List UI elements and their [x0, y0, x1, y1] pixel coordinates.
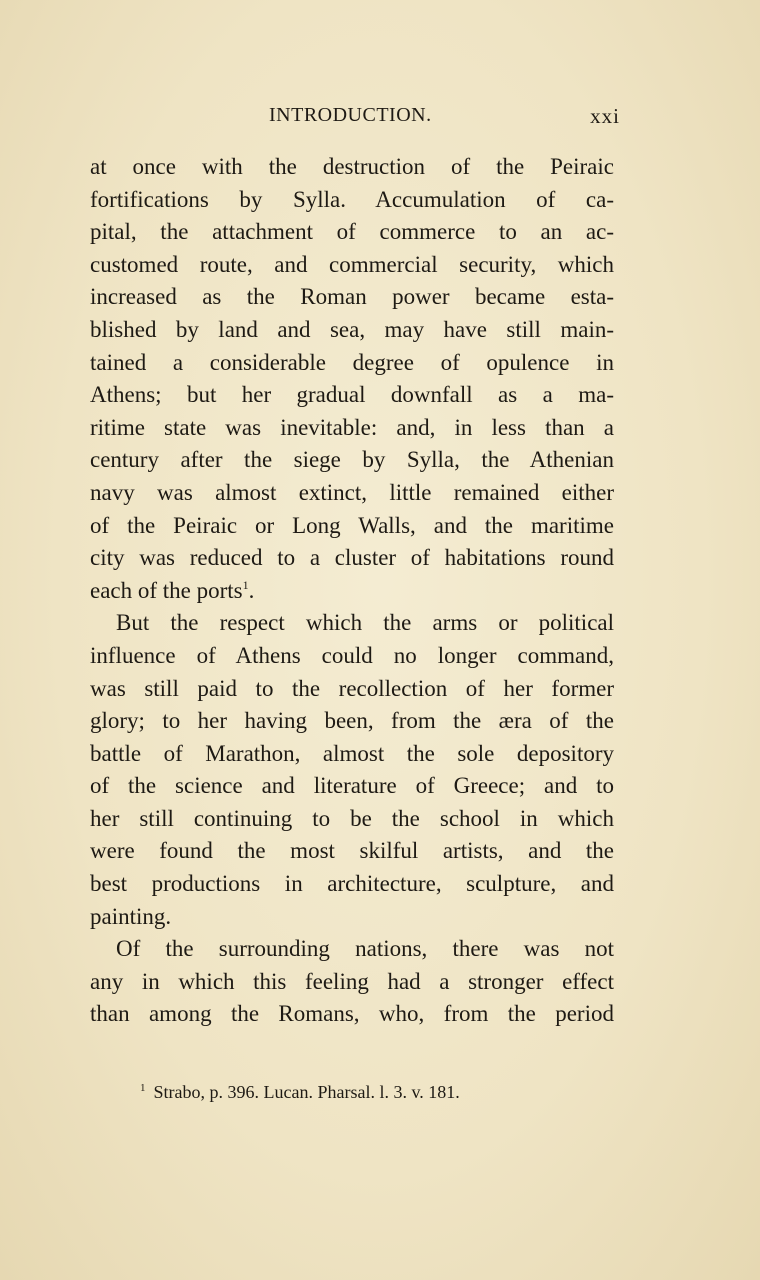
text-line	[90, 184, 614, 217]
text-line	[90, 412, 614, 445]
footnote-mark: 1	[140, 1082, 146, 1094]
text-line	[90, 607, 614, 640]
text-line-content: was still paid to the recollection of her former	[90, 675, 614, 701]
text-line	[90, 477, 614, 510]
text-line	[90, 640, 614, 673]
text-line	[90, 249, 614, 282]
text-line	[90, 281, 614, 314]
text-line	[90, 705, 614, 738]
text-line	[90, 998, 614, 1031]
text-line-content: best productions in architecture, sculpture, and	[90, 871, 614, 897]
text-line	[90, 770, 614, 803]
text-line-content: But the respect which the arms or political	[116, 610, 614, 636]
text-line-content: of the science and literature of Greece; and to	[90, 773, 614, 799]
text-line	[90, 901, 614, 934]
text-line	[90, 314, 614, 347]
text-line-content: each of the ports	[90, 577, 243, 603]
text-line-punctuation: .	[248, 577, 255, 603]
text-line	[90, 216, 614, 249]
text-line-content: fortifications by Sylla. Accumulation of ca-	[90, 186, 614, 212]
text-line-content: any in which this feeling had a stronger effect	[90, 968, 614, 994]
text-line	[90, 835, 614, 868]
text-line-content: city was reduced to a cluster of habitations round	[90, 545, 614, 571]
text-line-content: tained a considerable degree of opulence in	[90, 349, 614, 375]
footnote-reference: 1	[242, 577, 249, 592]
text-line	[90, 966, 614, 999]
text-line-content: battle of Marathon, almost the sole depository	[90, 740, 614, 766]
text-line-content: increased as the Roman power became esta-	[90, 284, 614, 310]
text-line-content: pital, the attachment of commerce to an ac-	[90, 219, 614, 245]
running-head-title: INTRODUCTION.	[269, 104, 432, 126]
footnote-text: Strabo, p. 396. Lucan. Pharsal. l. 3. v. 181.	[153, 1082, 460, 1102]
text-line-content: customed route, and commercial security, which	[90, 251, 614, 277]
text-line	[90, 444, 614, 477]
text-line	[90, 803, 614, 836]
text-line	[90, 738, 614, 771]
text-line-content: than among the Romans, who, from the period	[90, 1001, 614, 1027]
text-line-content: century after the siege by Sylla, the Athenian	[90, 447, 614, 473]
text-line-content: her still continuing to be the school in which	[90, 805, 614, 831]
running-head	[92, 104, 620, 132]
text-line	[90, 510, 614, 543]
text-line-content: Of the surrounding nations, there was not	[116, 936, 614, 962]
text-line-content: blished by land and sea, may have still main-	[90, 316, 614, 342]
text-line-content: influence of Athens could no longer command,	[90, 642, 614, 668]
body-text	[90, 151, 614, 1031]
text-line-content: glory; to her having been, from the æra of the	[90, 708, 614, 734]
text-line	[90, 151, 614, 184]
text-line	[90, 673, 614, 706]
text-line	[90, 933, 614, 966]
text-line-content: navy was almost extinct, little remained either	[90, 479, 614, 505]
footnote	[140, 1082, 460, 1103]
text-line-content: ritime state was inevitable: and, in less than a	[90, 414, 614, 440]
text-line-content: at once with the destruction of the Peiraic	[90, 154, 614, 179]
page-number: xxi	[590, 104, 620, 128]
text-line	[90, 542, 614, 575]
text-line	[90, 575, 614, 608]
text-line-content: of the Peiraic or Long Walls, and the maritime	[90, 512, 614, 538]
text-line-content: Athens; but her gradual downfall as a ma-	[90, 382, 614, 408]
text-line	[90, 379, 614, 412]
text-line-content: painting.	[90, 903, 172, 929]
text-line	[90, 347, 614, 380]
text-line-content: were found the most skilful artists, and the	[90, 838, 614, 864]
text-line	[90, 868, 614, 901]
